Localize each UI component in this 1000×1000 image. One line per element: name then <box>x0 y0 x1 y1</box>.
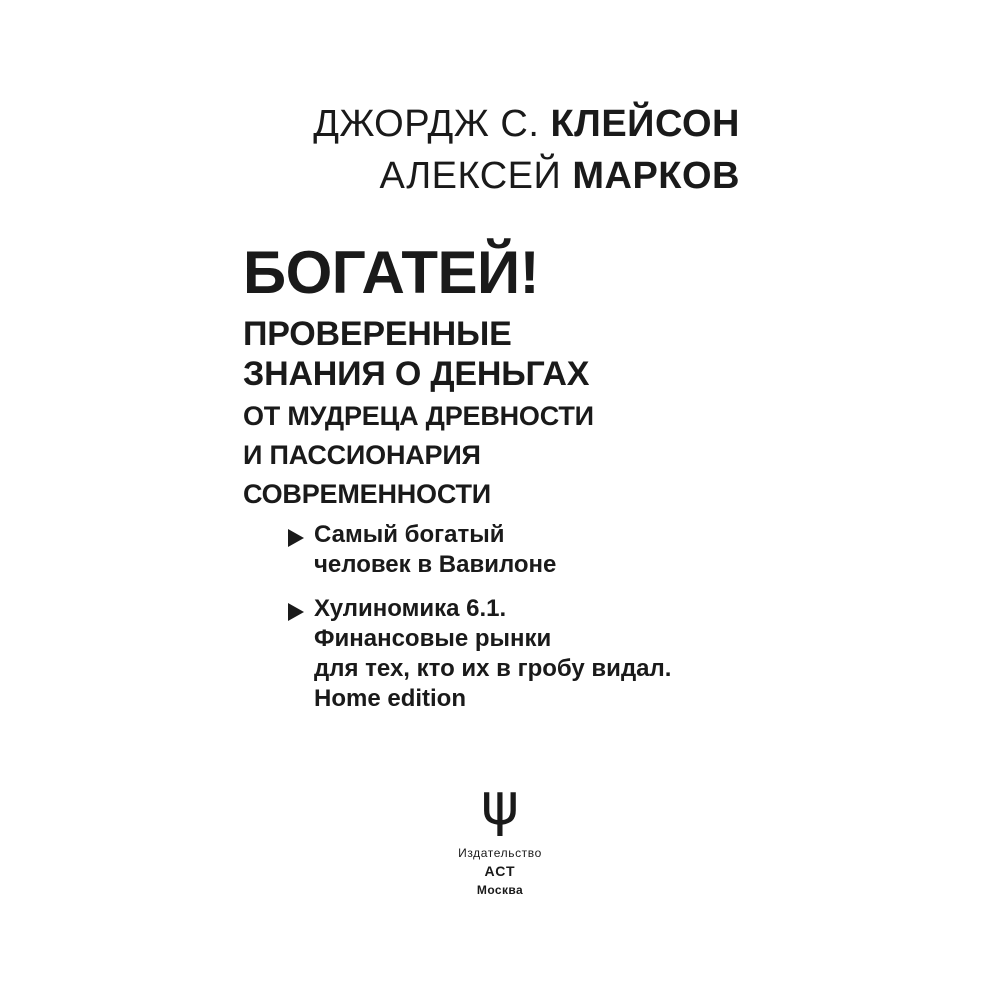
book-title-2-line-3: для тех, кто их в гробу видал. <box>314 655 672 682</box>
author-given-name-1: ДЖОРДЖ С. <box>313 103 551 145</box>
subtitle-line-5: СОВРЕМЕННОСТИ <box>243 479 491 509</box>
publisher-label: Издательство <box>458 846 542 860</box>
book-title-1-line-1: Самый богатый <box>314 521 505 548</box>
book-title-2-line-4: Home edition <box>314 685 467 712</box>
author-line-1 <box>0 98 740 150</box>
book-title-2-line-2: Финансовые рынки <box>314 625 552 652</box>
book-title-1-line-2: человек в Вавилоне <box>314 551 557 578</box>
author-line-2 <box>0 150 740 202</box>
included-books-list <box>288 520 758 728</box>
subtitle-line-2: ЗНАНИЯ О ДЕНЬГАХ <box>243 355 590 393</box>
list-item <box>288 520 758 580</box>
triangle-right-icon <box>288 529 308 547</box>
list-item <box>288 594 758 714</box>
ast-psi-logo-icon: ψ <box>480 770 520 838</box>
page-title: БОГАТЕЙ! <box>243 239 540 306</box>
publisher-city: Москва <box>476 883 524 897</box>
book-title-1 <box>314 520 556 580</box>
author-family-name-1: КЛЕЙСОН <box>550 103 740 145</box>
book-title-2 <box>314 594 671 714</box>
book-title-2-line-1: Хулиномика 6.1. <box>314 595 507 622</box>
subtitle-line-4: И ПАССИОНАРИЯ <box>243 440 481 470</box>
subtitle-line-3: ОТ МУДРЕЦА ДРЕВНОСТИ <box>243 401 594 431</box>
authors-block <box>0 98 740 202</box>
author-given-name-2: АЛЕКСЕЙ <box>379 155 573 197</box>
title-block <box>243 240 763 511</box>
author-family-name-2: МАРКОВ <box>572 155 740 197</box>
publisher-block <box>0 770 1000 899</box>
subtitle-line-1: ПРОВЕРЕННЫЕ <box>243 315 512 353</box>
triangle-right-icon <box>288 603 308 621</box>
publisher-name: АСТ <box>484 863 516 879</box>
